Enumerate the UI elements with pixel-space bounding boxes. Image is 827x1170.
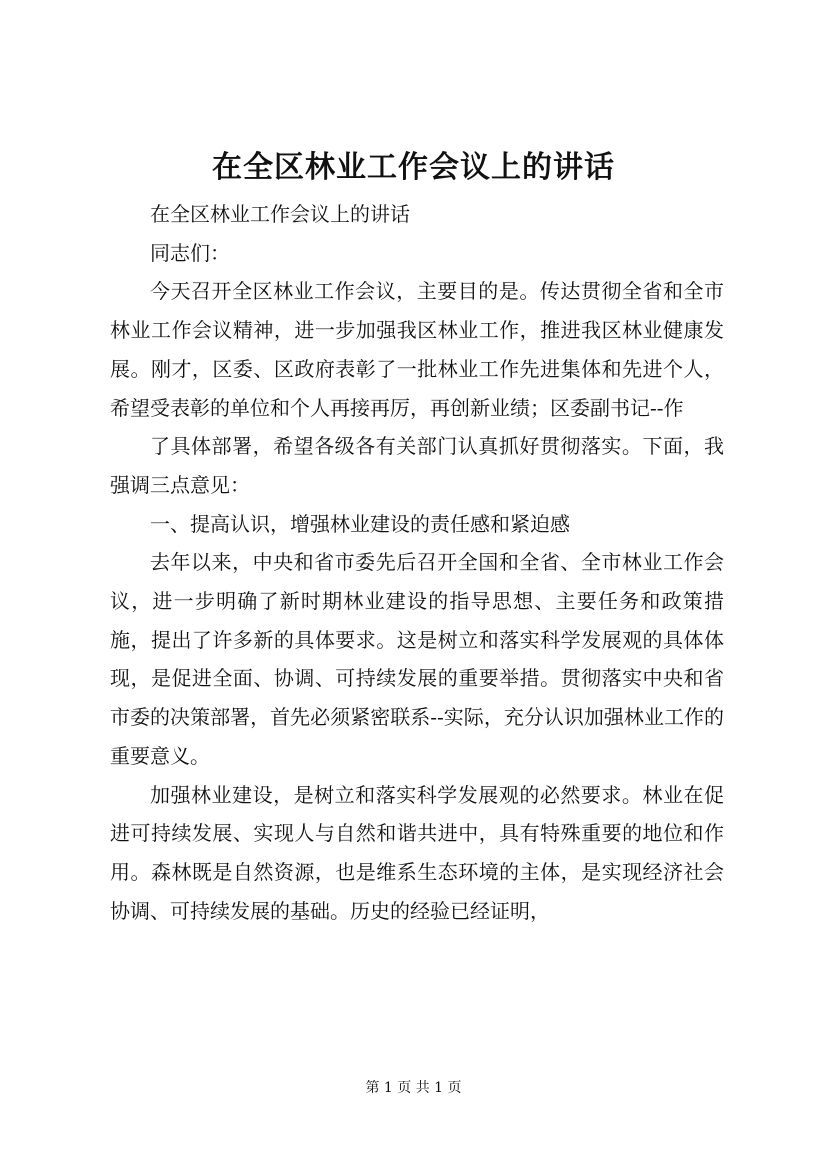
document-body <box>110 195 724 930</box>
paragraph-opening: 今天召开全区林业工作会议，主要目的是。传达贯彻全省和全市林业工作会议精神，进一步加强我区林业工作，推进我区林业健康发展。刚才，区委、区政府表彰了一批林业工作先进集体和先进个人，希望受表彰的单位和个人再接再厉，再创新业绩；区委副书记--作 <box>110 279 724 420</box>
paragraph-section1-b: 加强林业建设，是树立和落实科学发展观的必然要求。林业在促进可持续发展、实现人与自然和谐共进中，具有特殊重要的地位和作用。森林既是自然资源，也是维系生态环境的主体，是实现经济社会协调、可持续发展的基础。历史的经验已经证明， <box>110 782 724 923</box>
document-title: 在全区林业工作会议上的讲话 <box>212 150 615 185</box>
paragraph-subtitle: 在全区林业工作会议上的讲话 <box>150 202 410 226</box>
section-heading-1: 一、提高认识，增强林业建设的责任感和紧迫感 <box>150 511 570 536</box>
page-footer: 第 1 页 共 1 页 <box>365 1080 462 1096</box>
paragraph-salutation: 同志们： <box>150 240 230 265</box>
paragraph-section1-a: 去年以来，中央和省市委先后召开全国和全省、全市林业工作会议，进一步明确了新时期林业建设的指导思想、主要任务和政策措施，提出了许多新的具体要求。这是树立和落实科学发展观的具体体现，是促进全面、协调、可持续发展的重要举措。贯彻落实中央和省市委的决策部署，首先必须紧密联系--实际，充分认识加强林业工作的重要意义。 <box>110 550 724 768</box>
paragraph-continuation: 了具体部署，希望各级各有关部门认真抓好贯彻落实。下面，我强调三点意见： <box>110 434 724 497</box>
